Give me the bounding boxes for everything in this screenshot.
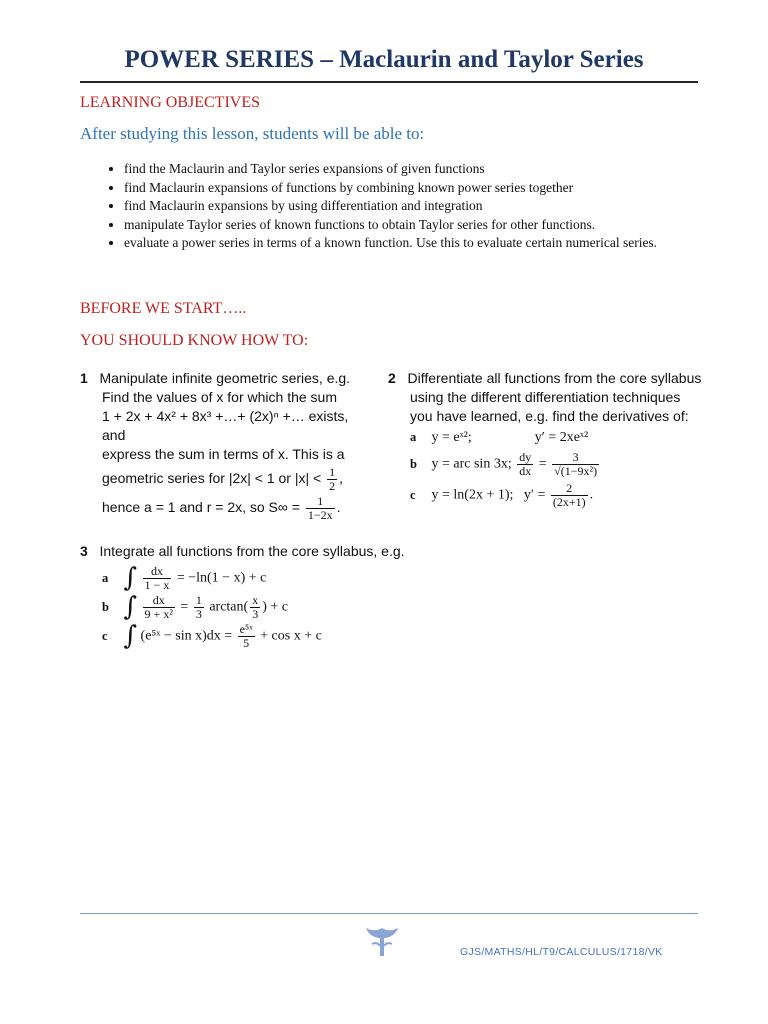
learning-objectives-heading: LEARNING OBJECTIVES — [80, 94, 260, 111]
prereq-integration: 3 Integrate all functions from the core syllabus, e.g. a ∫ $\frac{dx}{1 - x}$ = −ln(1 − x) + c b ∫ $\frac{dx}{\text{9 + x²}}$ = $\frac{1}{3}$ arctan( $\frac{x}{3}$ ) + c c ∫ (e⁵ˣ − sin x)dx = $\frac{\text{e⁵ˣ}}{5}$ + cos x + c — [80, 543, 405, 651]
objectives-list — [80, 160, 734, 253]
part-label: a — [102, 570, 109, 585]
fraction: $\frac{x}{3}$ — [252, 593, 259, 621]
objective-item: • find Maclaurin expansions by using differentiation and integration — [124, 197, 734, 216]
objective-item: • evaluate a power series in terms of a known function. Use this to evaluate certain numerical series. — [124, 234, 734, 253]
footer-reference: GJS/MATHS/HL/T9/CALCULUS/1718/VK — [460, 946, 663, 958]
part-label: a — [410, 430, 417, 444]
integral-sign: ∫ — [123, 563, 138, 593]
prereq-line: 1 + 2x + 4x² + 8x³ +…+ (2x)ⁿ +… exists, and — [102, 408, 349, 443]
result: arctan — [209, 599, 244, 615]
prereq-line: you have learned, e.g. find the derivatives of: — [410, 408, 689, 424]
part-label: b — [102, 599, 109, 614]
prereq-line: Find the values of x for which the sum — [102, 389, 337, 405]
prereq-line: Manipulate infinite geometric series, e.g. — [99, 370, 351, 386]
derivative: y′ = — [523, 487, 546, 503]
prereq-line: express the sum in terms of x. This is a — [102, 446, 345, 462]
prereq-line: Integrate all functions from the core syllabus, e.g. — [99, 543, 405, 559]
fraction: $\frac{3}{\text{√(1−9x²)}}$ — [554, 450, 598, 478]
title-divider — [80, 81, 698, 83]
derivative: y′ = 2xeˣ² — [534, 430, 589, 445]
equals: = — [180, 599, 189, 615]
objective-item: • manipulate Taylor series of known functions to obtain Taylor series for other functions. — [124, 216, 734, 235]
result: + cos x + c — [260, 628, 322, 644]
prereq-line: using the different differentiation techniques — [410, 389, 681, 405]
fraction: $\frac{1}{1-2x}$ — [307, 494, 333, 522]
sum-formula: hence a = 1 and r = 2x, so S∞ = — [102, 499, 300, 516]
function: y = arc sin 3x; — [431, 456, 512, 472]
prereq-number: 2 — [388, 370, 396, 386]
prereq-number: 3 — [80, 543, 88, 559]
before-we-start-heading: BEFORE WE START….. — [80, 300, 247, 317]
geometric-condition: geometric series for |2x| < 1 or |x| < — [102, 470, 322, 487]
page-title: POWER SERIES – Maclaurin and Taylor Series — [124, 46, 644, 73]
fraction: $\frac{dy}{dx}$ — [519, 450, 532, 478]
you-should-know-heading: YOU SHOULD KNOW HOW TO: — [80, 332, 309, 349]
fraction: $\frac{1}{3}$ — [195, 593, 202, 621]
function: y = ln(2x + 1); — [431, 487, 514, 503]
prereq-number: 1 — [80, 370, 88, 386]
fraction: $\frac{dx}{1 - x}$ — [144, 564, 170, 592]
prereq-geometric-series: 1 Manipulate infinite geometric series, e.g. Find the values of x for which the sum 1 + 2x + 4x² + 8x³ +…+ (2x)ⁿ +… exists, and express the sum in terms of x. This is a geometric series for |2x| < 1 or |x| < $\frac{1}{2}$ , hence a = 1 and r = 2x, so S∞ = $\frac{1}{1-2x}$ . — [80, 369, 375, 522]
prereq-line: Differentiate all functions from the core syllabus — [407, 370, 702, 386]
integral-sign: ∫ — [123, 592, 138, 622]
integral-sign: ∫ — [123, 621, 138, 651]
integrand: (e⁵ˣ − sin x)dx = — [140, 628, 233, 644]
part-label: b — [410, 456, 417, 471]
prereq-differentiation: 2 Differentiate all functions from the core syllabus using the different differentiation techniques you have learned, e.g. find the derivatives of: a y = eˣ²; y′ = 2xeˣ² b y = arc sin 3x; $\frac{dy}{dx}$ = $\frac{3}{\text{√(1−9x²)}}$ c y = ln(2x + 1); y′ = $\frac{2}{(2x+1)}$ . — [388, 369, 708, 509]
footer-divider — [80, 913, 698, 914]
fraction: $\frac{dx}{\text{9 + x²}}$ — [144, 593, 173, 621]
fraction: $\frac{1}{2}$ — [329, 465, 336, 493]
after-studying-heading: After studying this lesson, students will be able to: — [80, 124, 425, 143]
function: y = eˣ²; — [431, 430, 472, 445]
constant: + c — [270, 599, 288, 615]
school-logo-icon — [362, 922, 402, 962]
result: = −ln(1 − x) + c — [176, 570, 267, 586]
fraction: $\frac{2}{(2x+1)}$ — [552, 481, 586, 509]
fraction: $\frac{\text{e⁵ˣ}}{5}$ — [239, 622, 253, 650]
objective-item: • find Maclaurin expansions of functions by combining known power series together — [124, 179, 734, 198]
objective-item: • find the Maclaurin and Taylor series expansions of given functions — [124, 160, 734, 179]
part-label: c — [102, 628, 108, 643]
part-label: c — [410, 487, 416, 502]
